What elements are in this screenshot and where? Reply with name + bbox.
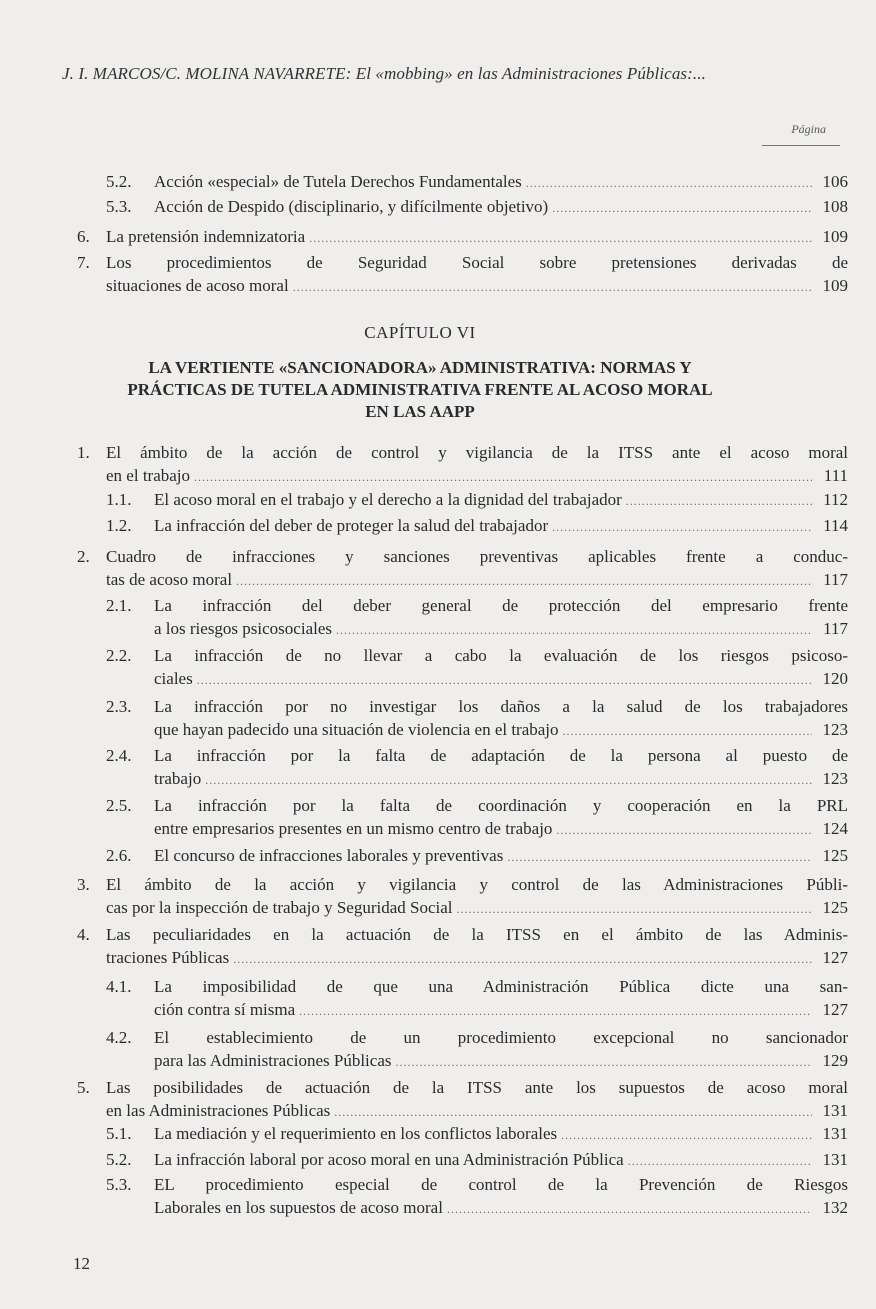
toc-entry-number: 5.3. [106, 1175, 132, 1194]
toc-entry-page: 117 [823, 570, 848, 589]
dot-leader [233, 948, 812, 971]
page-folio: 12 [73, 1254, 90, 1273]
toc-entry-title: que hayan padecido una situación de violencia en el trabajo [154, 720, 559, 739]
dot-leader [309, 227, 812, 250]
toc-entry-title-line: Los procedimientos de Seguridad Social sobre pretensiones derivadas de [106, 253, 848, 272]
toc-entry-page: 131 [822, 1150, 848, 1169]
toc-entry-page: 109 [822, 227, 848, 246]
toc-entry-number: 2.5. [106, 796, 132, 815]
toc-entry-page: 125 [822, 846, 848, 865]
toc-entry-page: 109 [822, 276, 848, 295]
dot-leader [526, 172, 812, 195]
toc-entry-title-row [106, 274, 848, 299]
toc-entry-title-row [154, 844, 848, 869]
dot-leader [556, 819, 812, 842]
toc-entry-page: 120 [822, 669, 848, 688]
toc-entry-title-row [106, 568, 848, 593]
toc-entry-title-line: La infracción por no investigar los daños a la salud de los trabajadores [154, 697, 848, 716]
toc-entry-title-row [154, 1122, 848, 1147]
toc-entry-title-line: El ámbito de la acción de control y vigilancia de la ITSS ante el acoso moral [106, 443, 848, 462]
toc-entry-title: El acoso moral en el trabajo y el derecho a la dignidad del trabajador [154, 490, 622, 509]
toc-entry-number: 2.2. [106, 646, 132, 665]
toc-entry-title: tas de acoso moral [106, 570, 233, 589]
toc-entry-title-row [154, 170, 848, 195]
chapter-number [60, 322, 780, 344]
toc-entry-title: entre empresarios presentes en un mismo centro de trabajo [154, 819, 553, 838]
toc-entry-title: Acción de Despido (disciplinario, y difícilmente objetivo) [154, 197, 549, 216]
toc-entry-title-line: El establecimiento de un procedimiento excepcional no sancionador [154, 1028, 848, 1047]
dot-leader [507, 846, 812, 869]
dot-leader [628, 1150, 812, 1173]
toc-entry-number: 2.3. [106, 697, 132, 716]
toc-entry-title: ción contra sí misma [154, 1000, 296, 1019]
toc-entry-title-row [106, 1099, 848, 1124]
toc-entry-number: 1.1. [106, 490, 132, 509]
dot-leader [205, 769, 812, 792]
toc-entry-page: 112 [823, 490, 848, 509]
toc-entry-title-row [154, 617, 848, 642]
dot-leader [334, 1101, 812, 1124]
toc-entry-page: 114 [823, 516, 848, 535]
chapter-title-line-2: PRÁCTICAS DE TUTELA ADMINISTRATIVA FRENTE AL ACOSO MORAL [127, 380, 713, 399]
toc-entry-number: 1.2. [106, 516, 132, 535]
toc-entry-title-row [154, 667, 848, 692]
toc-entry-page: 111 [823, 466, 848, 485]
toc-entry-number: 3. [77, 875, 90, 894]
toc-entry-title-row [154, 998, 848, 1023]
toc-entry-title: a los riesgos psicosociales [154, 619, 332, 638]
toc-entry-title-row [154, 718, 848, 743]
toc-entry-title: para las Administraciones Públicas [154, 1051, 392, 1070]
toc-entry-page: 132 [822, 1198, 848, 1217]
toc-entry-title-row [154, 1148, 848, 1173]
dot-leader [561, 1124, 812, 1147]
dot-leader [336, 619, 812, 642]
toc-entry-title-row [154, 1196, 848, 1221]
toc-entry-title: traciones Públicas [106, 948, 230, 967]
toc-entry-title-row [154, 1049, 848, 1074]
toc-entry-title-line: EL procedimiento especial de control de la Prevención de Riesgos [154, 1175, 848, 1194]
toc-entry-page: 117 [823, 619, 848, 638]
toc-entry-page: 125 [822, 898, 848, 917]
toc-entry-title-row [106, 464, 848, 489]
toc-entry-title: La infracción laboral por acoso moral en una Administración Pública [154, 1150, 624, 1169]
dot-leader [194, 466, 812, 489]
toc-entry-page: 108 [822, 197, 848, 216]
toc-entry-number: 5.2. [106, 172, 132, 191]
toc-entry-title: Laborales en los supuestos de acoso moral [154, 1198, 443, 1217]
toc-entry-page: 123 [822, 720, 848, 739]
toc-entry-number: 2.6. [106, 846, 132, 865]
toc-entry-title-line: La imposibilidad de que una Administración Pública dicte una san- [154, 977, 848, 996]
toc-entry-page: 131 [822, 1124, 848, 1143]
toc-entry-title: cas por la inspección de trabajo y Seguridad Social [106, 898, 453, 917]
dot-leader [552, 516, 812, 539]
chapter-number-text: CAPÍTULO VI [364, 323, 476, 342]
toc-entry-number: 5. [77, 1078, 90, 1097]
toc-entry-title-line: La infracción por la falta de adaptación de la persona al puesto de [154, 746, 848, 765]
toc-entry-number: 4. [77, 925, 90, 944]
toc-entry-title-row [106, 896, 848, 921]
toc-entry-page: 129 [822, 1051, 848, 1070]
toc-entry-title: La mediación y el requerimiento en los conflictos laborales [154, 1124, 558, 1143]
dot-leader [299, 1000, 812, 1023]
toc-entry-number: 5.3. [106, 197, 132, 216]
dot-leader [563, 720, 812, 743]
toc-entry-title: en las Administraciones Públicas [106, 1101, 331, 1120]
toc-entry-title-line: Las peculiaridades en la actuación de la ITSS en el ámbito de las Adminis- [106, 925, 848, 944]
toc-entry-title-row [154, 195, 848, 220]
toc-entry-title-row [154, 514, 848, 539]
toc-entry-title-line: La infracción por la falta de coordinación y cooperación en la PRL [154, 796, 848, 815]
toc-entry-page: 123 [822, 769, 848, 788]
toc-entry-title: ciales [154, 669, 193, 688]
toc-entry-title: La pretensión indemnizatoria [106, 227, 306, 246]
toc-entry-title-line: La infracción de no llevar a cabo la evaluación de los riesgos psicoso- [154, 646, 848, 665]
toc-entry-title-line: Cuadro de infracciones y sanciones preventivas aplicables frente a conduc- [106, 547, 848, 566]
running-head: J. I. MARCOS/C. MOLINA NAVARRETE: El «mobbing» en las Administraciones Públicas:... [62, 64, 706, 83]
dot-leader [197, 669, 812, 692]
dot-leader [236, 570, 812, 593]
dot-leader [447, 1198, 812, 1221]
toc-entry-number: 2.1. [106, 596, 132, 615]
toc-entry-title: en el trabajo [106, 466, 191, 485]
dot-leader [293, 276, 812, 299]
toc-entry-number: 4.2. [106, 1028, 132, 1047]
toc-entry-page: 127 [822, 1000, 848, 1019]
toc-entry-number: 4.1. [106, 977, 132, 996]
dot-leader [457, 898, 813, 921]
pagina-label: Página [791, 122, 826, 136]
toc-entry-number: 5.2. [106, 1150, 132, 1169]
chapter-title-line-3: EN LAS AAPP [365, 402, 475, 421]
toc-entry-title: situaciones de acoso moral [106, 276, 289, 295]
toc-entry-title-line: Las posibilidades de actuación de la ITSS ante los supuestos de acoso moral [106, 1078, 848, 1097]
toc-entry-number: 5.1. [106, 1124, 132, 1143]
toc-entry-number: 6. [77, 227, 90, 246]
dot-leader [552, 197, 812, 220]
toc-entry-title-line: El ámbito de la acción y vigilancia y control de las Administraciones Públi- [106, 875, 848, 894]
toc-entry-title: trabajo [154, 769, 202, 788]
toc-entry-title-row [106, 946, 848, 971]
toc-entry-number: 7. [77, 253, 90, 272]
toc-entry-title: Acción «especial» de Tutela Derechos Fundamentales [154, 172, 522, 191]
toc-entry-number: 2.4. [106, 746, 132, 765]
toc-entry-title-row [154, 488, 848, 513]
toc-entry-title: La infracción del deber de proteger la salud del trabajador [154, 516, 549, 535]
toc-entry-title-row [106, 225, 848, 250]
toc-entry-title-row [154, 767, 848, 792]
toc-entry-number: 1. [77, 443, 90, 462]
toc-entry-title-line: La infracción del deber general de protección del empresario frente [154, 596, 848, 615]
toc-entry-page: 106 [822, 172, 848, 191]
toc-entry-number: 2. [77, 547, 90, 566]
chapter-title-line-1: LA VERTIENTE «SANCIONADORA» ADMINISTRATIVA: NORMAS Y [148, 358, 692, 377]
toc-entry-page: 124 [822, 819, 848, 838]
pagina-rule [762, 145, 840, 146]
dot-leader [626, 490, 812, 513]
toc-entry-page: 131 [822, 1101, 848, 1120]
toc-entry-title: El concurso de infracciones laborales y preventivas [154, 846, 504, 865]
toc-entry-page: 127 [822, 948, 848, 967]
toc-entry-title-row [154, 817, 848, 842]
dot-leader [395, 1051, 812, 1074]
